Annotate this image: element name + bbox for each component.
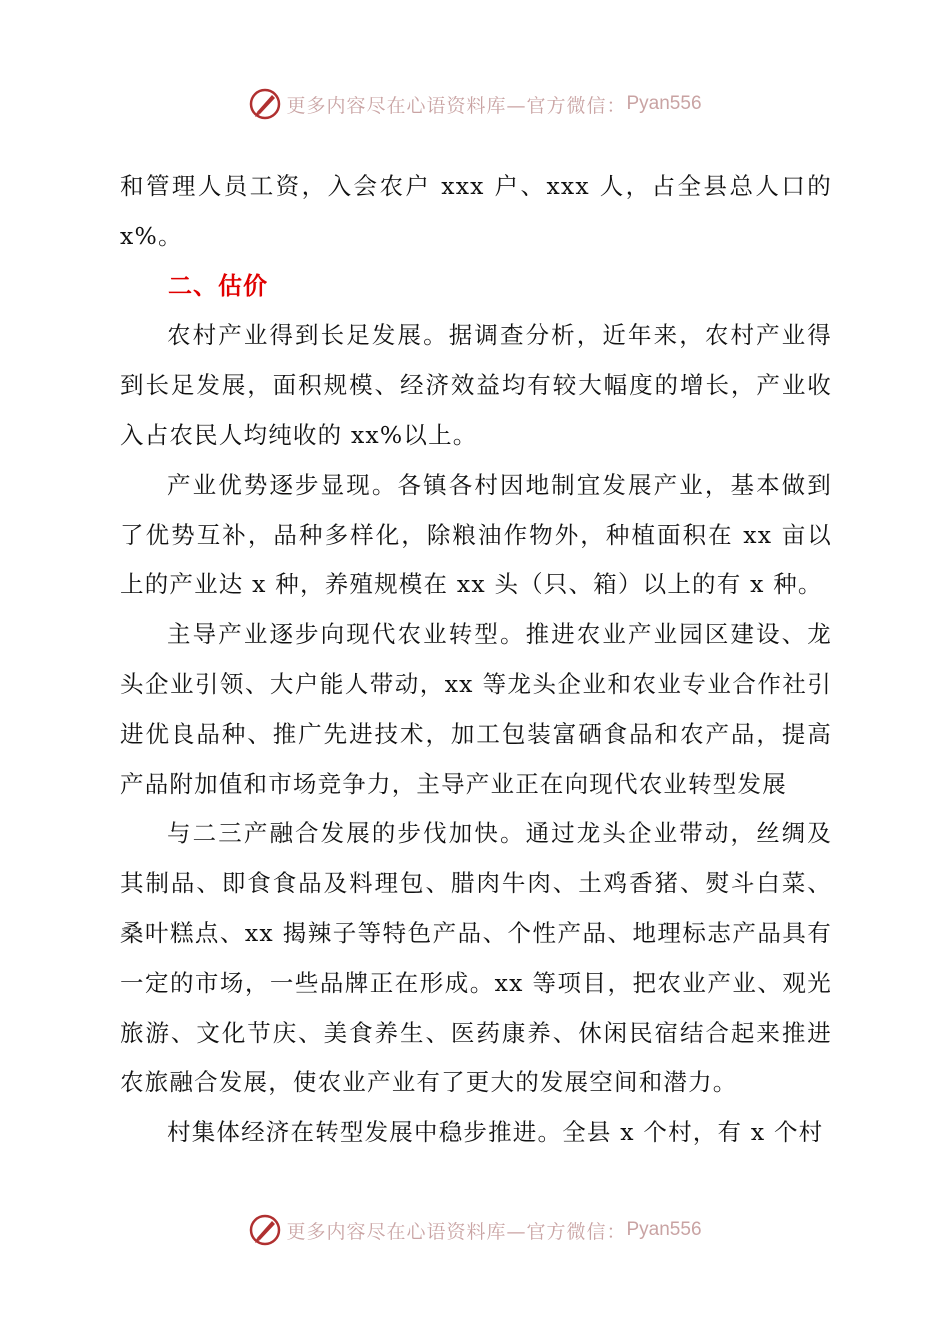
paragraph: 村集体经济在转型发展中稳步推进。全县 x 个村，有 x 个村 (167, 1118, 824, 1147)
watermark-text: 更多内容尽在心语资料库—官方微信： (286, 1220, 627, 1243)
section-heading: 二、估价 (168, 271, 268, 300)
watermark-text: 更多内容尽在心语资料库—官方微信： (286, 94, 627, 117)
watermark-id: Pyan556 (626, 93, 702, 114)
paragraph: 产业优势逐步显现。各镇各村因地制宜发展产业，基本做到了优势互补，品种多样化，除粮油作物外，种植面积在 xx 亩以上的产业达 x 种，养殖规模在 xx 头（只、箱）以上的有 x 种。 (120, 470, 832, 599)
watermark-id: Pyan556 (626, 1219, 702, 1240)
pen-logo-icon (248, 87, 282, 121)
footer-watermark (0, 1210, 950, 1250)
paragraph: 主导产业逐步向现代农业转型。推进农业产业园区建设、龙头企业引领、大户能人带动，xx 等龙头企业和农业专业合作社引进优良品种、推广先进技术，加工包装富硒食品和农产品，提高产品附加值和市场竞争力，主导产业正在向现代农业转型发展 (120, 620, 832, 798)
paragraph: 农村产业得到长足发展。据调查分析，近年来，农村产业得到长足发展，面积规模、经济效益均有较大幅度的增长，产业收入占农民人均纯收的 xx%以上。 (120, 321, 832, 449)
document-body (120, 162, 832, 1158)
header-watermark (0, 84, 950, 124)
paragraph: 与二三产融合发展的步伐加快。通过龙头企业带动，丝绸及其制品、即食食品及料理包、腊肉牛肉、土鸡香猪、熨斗白菜、桑叶糕点、xx 揭辣子等特色产品、个性产品、地理标志产品具有一定的市场，一些品牌正在形成。xx 等项目，把农业产业、观光旅游、文化节庆、美食养生、医药康养、休闲民宿结合起来推进农旅融合发展，使农业产业有了更大的发展空间和潜力。 (120, 819, 832, 1097)
paragraph-continued: 和管理人员工资，入会农户 xxx 户、xxx 人，占全县总人口的 x%。 (120, 172, 832, 250)
pen-logo-icon (248, 1213, 282, 1247)
